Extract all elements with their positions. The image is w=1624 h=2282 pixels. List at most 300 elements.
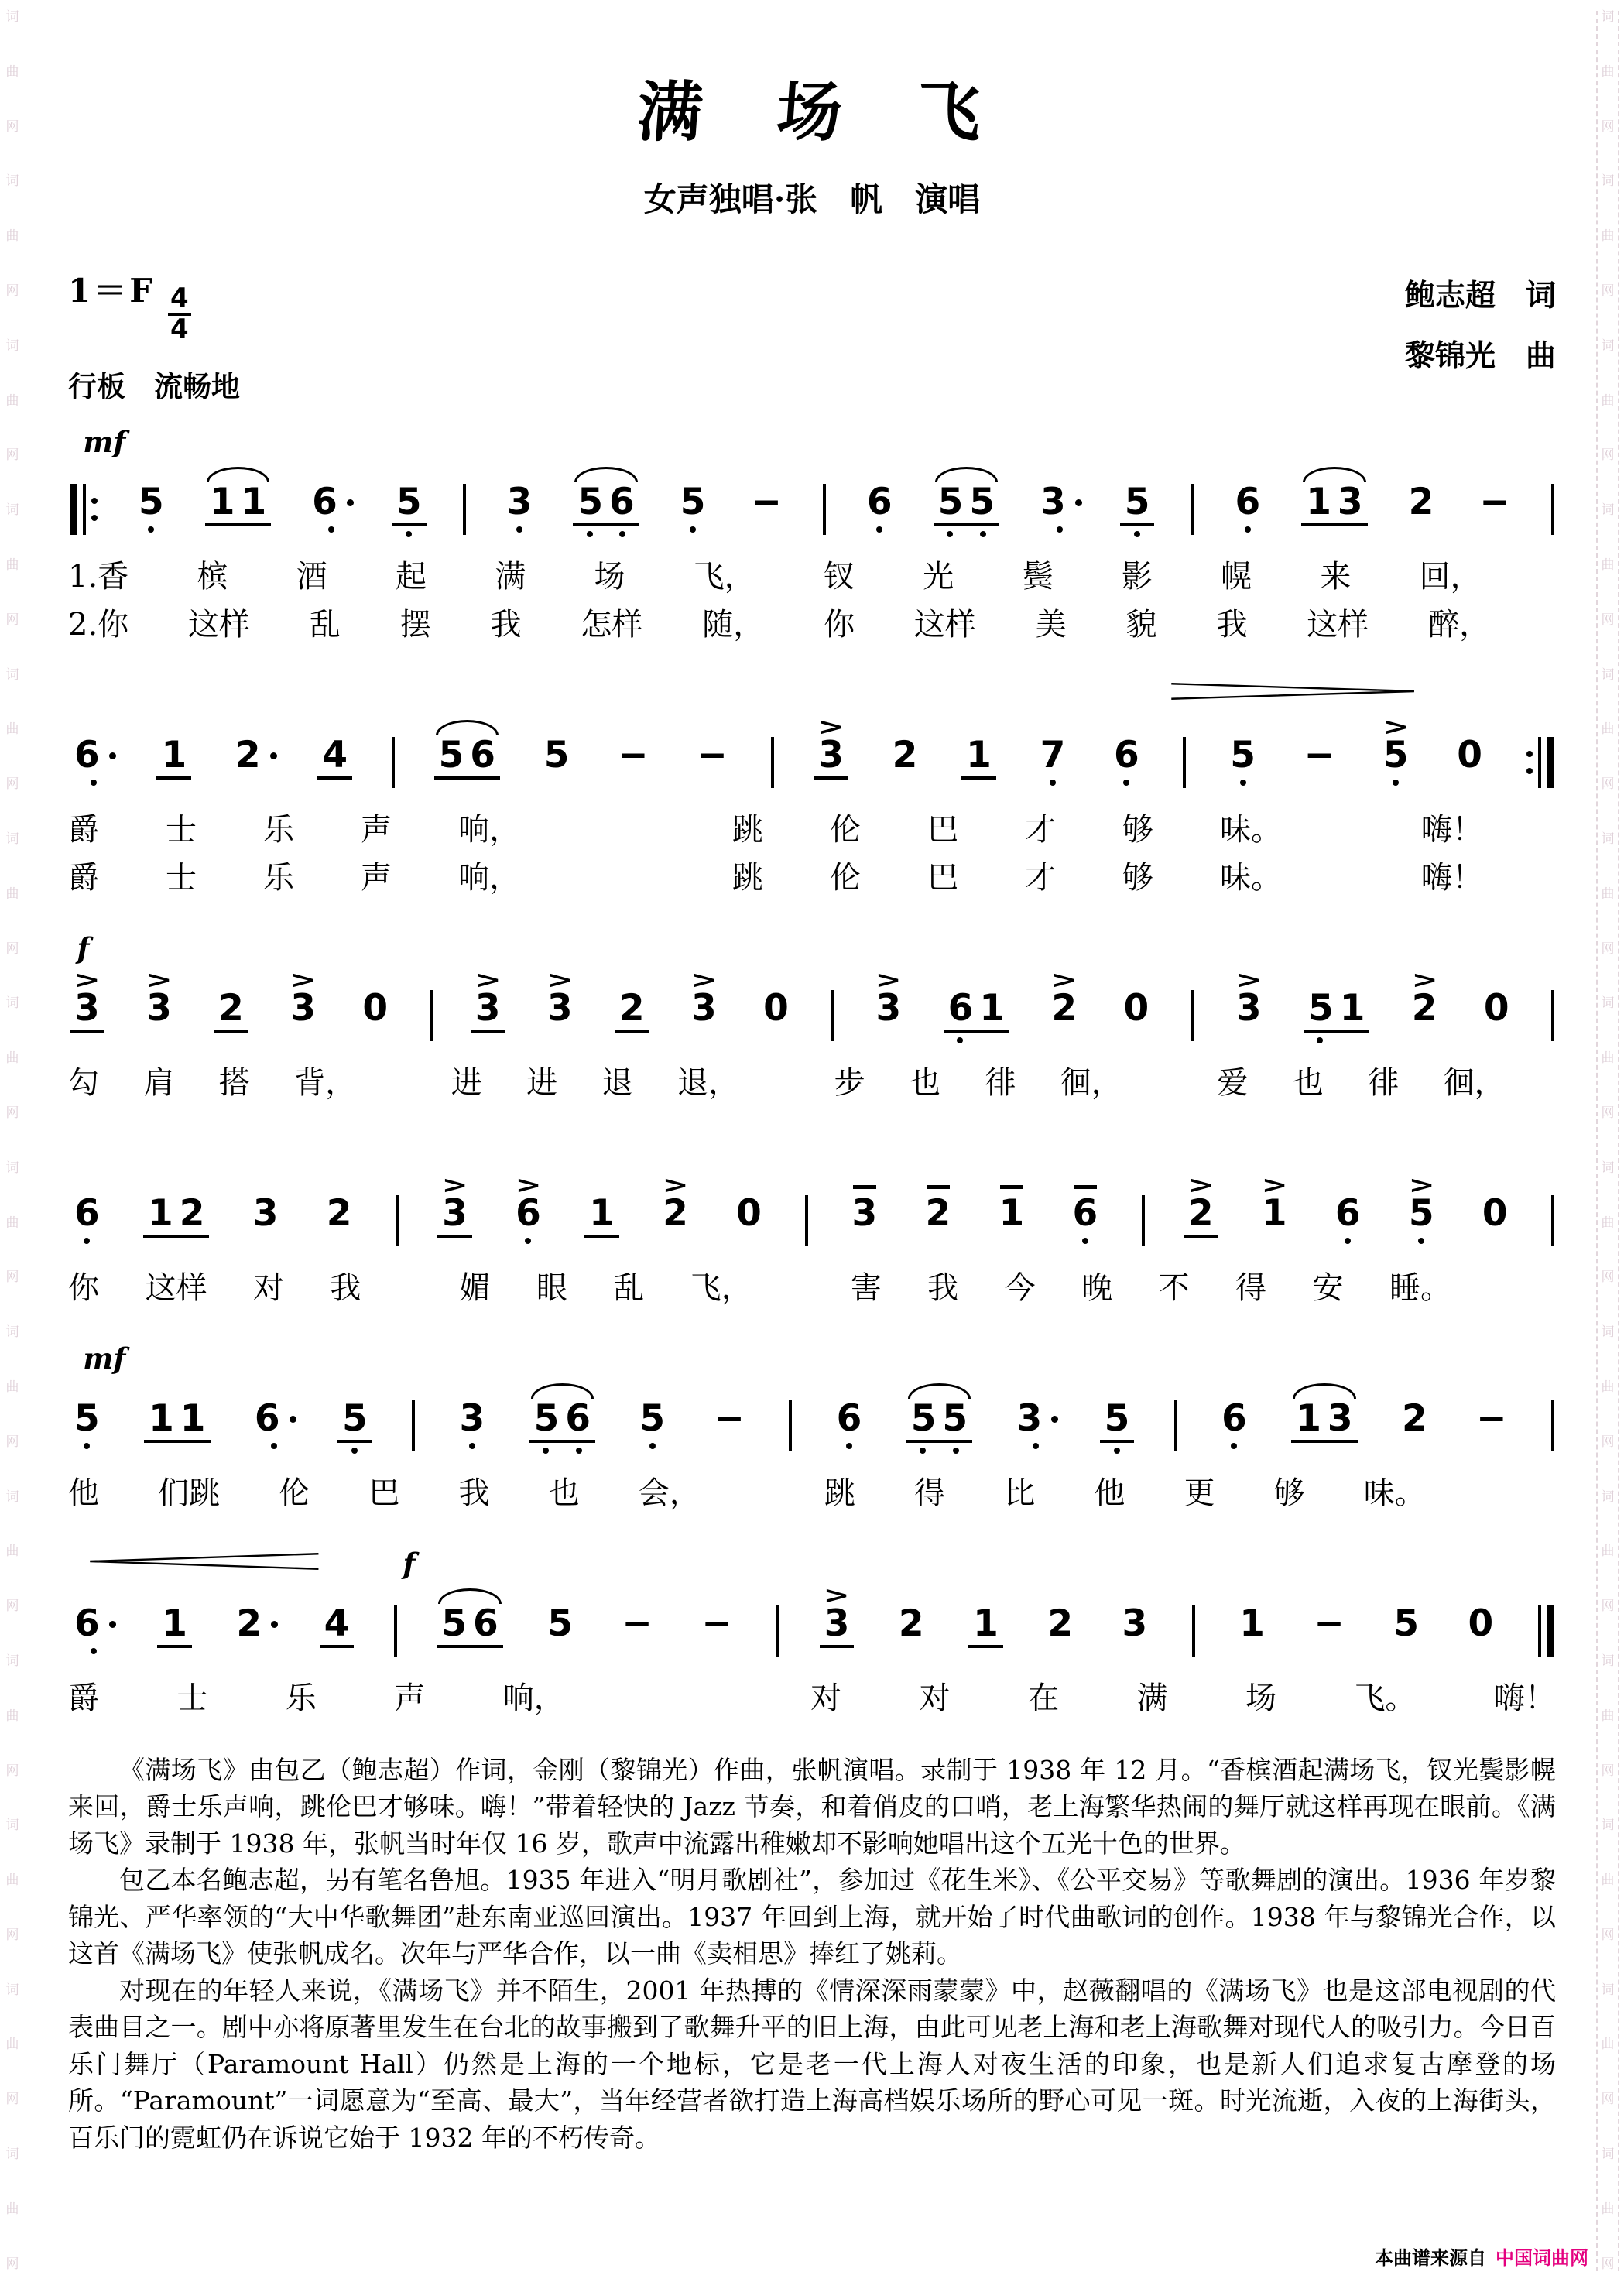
lyric-syllable: 幌 (1221, 559, 1252, 595)
note (214, 964, 248, 1054)
bar-thick (1547, 1605, 1554, 1657)
bar-thick (1547, 737, 1554, 788)
note-digits (434, 734, 500, 780)
note (1120, 457, 1155, 548)
octave-dot-row (1404, 1233, 1439, 1255)
lyric-syllable: 我 (330, 1269, 361, 1306)
lyric-syllable (1167, 1064, 1173, 1102)
note-digits (307, 481, 355, 524)
octave-dot-row (70, 1233, 104, 1255)
note-digit: 3 (818, 734, 844, 777)
octave-dot-row (1257, 1233, 1292, 1255)
note-digits (1301, 481, 1367, 526)
lyric-syllable: 更 (1184, 1475, 1215, 1511)
octave-dot-row (573, 526, 639, 548)
watermark-char: 网 (5, 612, 19, 628)
lyric-syllable: 爵 (68, 1680, 99, 1716)
low-octave-dot (1240, 780, 1246, 786)
lyric-syllable: 怎样 (581, 607, 643, 643)
note-digit: 3 (1337, 481, 1363, 524)
bar-line (1551, 1400, 1554, 1451)
watermark-char: 网 (1601, 1269, 1615, 1286)
lyric-syllable: 对 (919, 1680, 951, 1716)
lyric-syllable: 伦 (279, 1475, 310, 1511)
note-digit: 5 (533, 1396, 560, 1440)
octave-dot-row (1478, 1233, 1513, 1255)
note-digit: 3 (475, 987, 501, 1030)
note-digit: 2 (1187, 1192, 1214, 1235)
note-digit: 5 (577, 481, 604, 524)
source-site-link[interactable]: 中国词曲网 (1496, 2247, 1588, 2269)
note-digit: 3 (252, 1192, 279, 1235)
note-digits (1291, 1396, 1357, 1443)
lyric-syllable: 钗 (824, 559, 855, 595)
note-digits (286, 987, 320, 1030)
accent-mark (1408, 1169, 1435, 1199)
source-footer (1375, 2243, 1588, 2270)
octave-dot-row (617, 1643, 656, 1665)
slur-arc (908, 1383, 971, 1399)
watermark-char: 曲 (1601, 557, 1615, 573)
note-digits (320, 1602, 355, 1648)
octave-dot-slot (1486, 1443, 1497, 1460)
octave-dot-row (1120, 526, 1155, 548)
octave-dot-row (961, 780, 996, 801)
note-digits (814, 734, 848, 780)
lyric-syllable: 爵 (68, 812, 99, 848)
dotted-note-dot (109, 1621, 116, 1628)
note-digits (894, 1602, 929, 1645)
note-digit: 5 (396, 481, 422, 524)
note-digit: 5 (937, 481, 964, 524)
bar-line (1191, 484, 1194, 535)
octave-dot-slot (216, 531, 227, 548)
bar-thin (823, 484, 826, 535)
accent-icon: > (690, 967, 718, 995)
note-digit: 3 (875, 987, 902, 1030)
octave-dot-row (1331, 1233, 1365, 1255)
octave-dot-slot (81, 1037, 92, 1054)
octave-dot-slot (1416, 1238, 1427, 1255)
low-octave-dot (1245, 526, 1251, 533)
note (1232, 964, 1266, 1050)
octave-dot-row (613, 775, 653, 797)
octave-dot-slot (187, 1242, 198, 1259)
watermark-char: 词 (1601, 1982, 1615, 1998)
note (70, 964, 104, 1054)
source-label: 本曲谱来源自 (1375, 2247, 1486, 2269)
octave-dot-row (635, 1438, 670, 1460)
watermark-char: 词 (1601, 502, 1615, 519)
note-digit: 1 (589, 1192, 615, 1235)
bar-thin (789, 1400, 792, 1451)
octave-dot-slot (906, 1648, 916, 1665)
watermark-char: 网 (5, 1269, 19, 1286)
slur-arc (1303, 467, 1365, 482)
low-octave-dot (469, 1443, 475, 1449)
note-digit: 1 (148, 1192, 173, 1235)
note-digits (1304, 987, 1369, 1033)
lyric-syllable: 鬓 (1022, 559, 1054, 595)
note-digit: − (622, 1602, 653, 1645)
note (337, 1374, 372, 1465)
octave-dot-row (709, 1438, 749, 1460)
note (1036, 457, 1084, 543)
octave-dot-row (286, 1028, 320, 1050)
octave-dot-row (1232, 1028, 1266, 1050)
lyric-syllable: 不 (1158, 1269, 1190, 1306)
bar-thin (463, 484, 466, 535)
accent-icon: > (875, 967, 902, 995)
accent-icon: > (74, 967, 101, 995)
note-digits (1479, 987, 1514, 1030)
octave-dot-slot (514, 526, 525, 543)
bar-thin (412, 1400, 415, 1451)
score-meta (68, 266, 1556, 405)
octave-dot-slot (859, 1238, 870, 1255)
notes-row (68, 678, 1556, 801)
lyric-syllable: 乱 (613, 1269, 645, 1306)
bar-thin (1551, 1400, 1554, 1451)
bar-line (1142, 1195, 1145, 1246)
note-digits (862, 481, 897, 524)
low-octave-dot (1123, 780, 1129, 786)
note-digits (231, 1602, 279, 1645)
octave-dot-slot (670, 1238, 680, 1255)
accent-icon: > (441, 1172, 468, 1199)
bar-thin (394, 1605, 397, 1657)
octave-dot-slot (883, 1033, 894, 1050)
note (250, 1374, 298, 1460)
note (358, 964, 392, 1050)
note-digit: 6 (836, 1396, 862, 1440)
lyric-syllable: 搭 (218, 1065, 250, 1101)
note-digit: 3 (851, 1192, 878, 1235)
note-digits (144, 1396, 210, 1443)
bar-line (70, 484, 98, 535)
octave-dot-slot (899, 780, 910, 797)
octave-dot-row (502, 522, 537, 543)
note-digit: 3 (1040, 481, 1066, 524)
note-digits (1047, 987, 1081, 1030)
note-digit: 5 (1393, 1602, 1420, 1645)
bar-line (392, 737, 395, 788)
note-digit: − (1314, 1602, 1345, 1645)
octave-dot-row (543, 1643, 577, 1665)
note-digit: 5 (969, 481, 995, 524)
note-digit: 6 (74, 1192, 100, 1235)
octave-dot-row (1472, 1438, 1511, 1460)
lyric-syllable: 比 (1004, 1475, 1036, 1511)
lyric-syllable: 味。 (1220, 812, 1282, 848)
note (1012, 1374, 1060, 1460)
note-digit: 6 (1221, 1396, 1247, 1440)
note-digits (1478, 1192, 1513, 1235)
note (709, 1374, 749, 1460)
note-digit: 6 (947, 987, 974, 1030)
note-digits (471, 987, 505, 1033)
lyric-syllable (400, 1064, 406, 1102)
octave-dot-row (1464, 1643, 1499, 1665)
note-digit: 5 (1408, 1192, 1434, 1235)
note-digits (906, 1396, 972, 1443)
watermark-char: 词 (1601, 1818, 1615, 1834)
octave-dot-slot (1314, 780, 1324, 797)
low-octave-dot (957, 1037, 963, 1043)
note-digits (250, 1396, 298, 1440)
tenuto-icon (853, 1185, 876, 1189)
watermark-char: 网 (5, 2256, 19, 2272)
lyric-syllable: 爱 (1217, 1065, 1249, 1101)
note-digit: 5 (639, 1396, 666, 1440)
notes-row (68, 931, 1556, 1054)
note (995, 1169, 1030, 1255)
lyric-syllable: 害 (850, 1269, 882, 1306)
octave-dot-row (906, 1443, 972, 1465)
octave-dot-slot (298, 1033, 309, 1050)
lyric-syllable: 他 (68, 1475, 99, 1511)
octave-dot-slot (933, 1238, 944, 1255)
octave-dot-row (1184, 1238, 1218, 1259)
note (437, 1579, 502, 1670)
lyrics-row (68, 1679, 1556, 1718)
note (529, 1374, 595, 1465)
note (759, 964, 793, 1050)
bar-thin (1191, 484, 1194, 535)
lyric-syllable: 会， (638, 1475, 701, 1511)
octave-dot-row (134, 522, 169, 543)
low-octave-dot (953, 1448, 959, 1454)
low-octave-dot (1082, 1238, 1088, 1244)
note (1119, 964, 1153, 1050)
octave-dot-row (248, 1233, 283, 1255)
watermark-char: 词 (5, 995, 19, 1012)
accent-icon: > (1382, 714, 1410, 742)
lyric-syllable (1550, 858, 1556, 897)
octave-dot-row (454, 1438, 489, 1460)
lyric-syllable: 得 (1235, 1269, 1267, 1306)
lyric-syllable (407, 1269, 413, 1307)
octave-dot-row (968, 1648, 1003, 1670)
watermark-char: 词 (5, 1160, 19, 1176)
watermark-char: 曲 (1601, 228, 1615, 245)
octave-dot-row (687, 1028, 721, 1050)
note (1407, 964, 1442, 1050)
octave-dot-slot (1303, 1448, 1314, 1465)
notes-row (68, 1136, 1556, 1259)
note-digits (1184, 1192, 1218, 1238)
note-digits (322, 1192, 357, 1235)
score-line (68, 1341, 1556, 1513)
octave-dot-slot (1059, 1033, 1070, 1050)
lyric-syllable: 跳 (732, 860, 763, 896)
tenuto-icon (927, 1185, 950, 1189)
lyric-syllable (1550, 1064, 1556, 1102)
octave-dot-row (70, 1643, 118, 1665)
note-digits (156, 734, 191, 780)
note-digit: 3 (1235, 987, 1262, 1030)
octave-dot-row (862, 522, 897, 543)
note (1235, 1579, 1269, 1665)
lyric-syllable: 对 (252, 1269, 284, 1306)
watermark-char: 曲 (1601, 2037, 1615, 2053)
repeat-dot (1526, 751, 1533, 757)
dynamic-marking: mf (83, 425, 126, 460)
octave-dot-slot (1121, 780, 1132, 797)
note (1404, 457, 1439, 543)
dotted-note-dot (109, 752, 116, 759)
lyric-syllable: 士 (176, 1680, 208, 1716)
note (205, 457, 271, 548)
note-digit: 0 (1123, 987, 1149, 1030)
low-octave-dot (1050, 780, 1056, 786)
note-digit: − (697, 734, 728, 777)
octave-dot-slot (153, 1033, 164, 1050)
accent-mark (875, 964, 902, 995)
bar-thin (1538, 737, 1541, 788)
lyric-syllable: 来 (1320, 559, 1352, 595)
note-digits (676, 481, 711, 524)
lyric-syllable: 进 (451, 1065, 482, 1101)
accent-mark (817, 711, 845, 742)
octave-dot-row (337, 1443, 372, 1465)
lyric-syllable: 嗨！ (1421, 860, 1483, 896)
note-digit: 1 (1261, 1192, 1287, 1235)
octave-dot-slot (1269, 1238, 1280, 1255)
octave-dot-row (1217, 1438, 1252, 1460)
low-octave-dot (543, 1448, 549, 1454)
octave-dot-row (320, 1648, 355, 1670)
note-digits (70, 1602, 118, 1645)
note-digit: 0 (1482, 1192, 1508, 1235)
watermark-char: 网 (1601, 1105, 1615, 1121)
note-digit: 2 (1051, 987, 1078, 1030)
note-digits (231, 734, 279, 777)
low-octave-dot (619, 531, 625, 537)
watermark-char: 网 (5, 1105, 19, 1121)
note (143, 1169, 209, 1259)
lyric-syllable: 巴 (927, 812, 958, 848)
note (1047, 964, 1081, 1050)
watermark-char: 网 (1601, 283, 1615, 299)
note (934, 457, 999, 548)
low-octave-dot (351, 1448, 358, 1454)
note (832, 1374, 867, 1460)
bar-thin (1551, 990, 1554, 1041)
accent-icon: > (475, 967, 502, 995)
note-digit: 2 (236, 1602, 262, 1645)
octave-dot-slot (826, 784, 837, 801)
note-digits (615, 987, 649, 1033)
lyric-syllable: 才 (1025, 812, 1056, 848)
octave-dot-row (540, 775, 574, 797)
note (1389, 1579, 1424, 1665)
lyric-syllable: 今 (1004, 1269, 1036, 1306)
note-digit: − (751, 481, 782, 524)
tenuto-icon (1074, 1185, 1097, 1189)
note (70, 1579, 118, 1665)
note-digit: − (1479, 481, 1510, 524)
watermark-char: 词 (1601, 666, 1615, 683)
note-digit: 3 (146, 987, 172, 1030)
octave-dot-slot (1132, 531, 1143, 548)
lyric-syllable: 随， (702, 607, 765, 643)
accent-mark (662, 1169, 689, 1199)
slur-arc (935, 467, 998, 482)
watermark-char: 词 (5, 502, 19, 519)
lyric-syllable: 对 (810, 1680, 842, 1716)
note-digit: 5 (74, 1396, 100, 1440)
watermark-char: 网 (1601, 612, 1615, 628)
note-digits (1472, 1396, 1511, 1440)
octave-dot-row (1119, 1028, 1153, 1050)
low-octave-dot (84, 1238, 90, 1244)
watermark-char: 网 (5, 118, 19, 135)
note (613, 711, 653, 797)
note (156, 711, 191, 801)
note-digits (1309, 1602, 1348, 1645)
bar-thin (392, 737, 395, 788)
lyric-syllable: 这样 (1307, 607, 1369, 643)
bar-line (394, 1605, 397, 1657)
note (847, 1169, 882, 1255)
lyric-syllable: 他 (1094, 1475, 1125, 1511)
note (511, 1169, 546, 1255)
lyric-syllable: 安 (1312, 1269, 1344, 1306)
lyric-syllable: 声 (361, 860, 392, 896)
octave-dot-row (1068, 1233, 1103, 1255)
octave-dot-slot (1112, 1448, 1122, 1465)
watermark-char: 曲 (5, 1544, 19, 1560)
note-digit: 6 (866, 481, 893, 524)
note-digits (358, 987, 392, 1030)
note-digit: 6 (1235, 481, 1261, 524)
note-digits (248, 1192, 283, 1235)
note-digit: 0 (362, 987, 389, 1030)
note-digit: 1 (1296, 1396, 1321, 1440)
lyric-syllable: 得 (914, 1475, 946, 1511)
notes-row (68, 1547, 1556, 1670)
lyric-syllable: 退 (601, 1065, 633, 1101)
octave-dot-row (746, 522, 786, 543)
watermark-char: 曲 (1601, 1873, 1615, 1889)
note (1230, 457, 1265, 543)
dotted-note-dot (290, 1416, 296, 1423)
note (584, 1169, 619, 1259)
lyric-syllable: 士 (166, 812, 197, 848)
note-digit: 6 (1072, 1192, 1098, 1235)
low-octave-dot (1345, 1238, 1351, 1244)
watermark-char: 词 (5, 1818, 19, 1834)
note-digits (995, 1192, 1030, 1235)
octave-dot-row (1397, 1438, 1432, 1460)
octave-dot-row (995, 1233, 1030, 1255)
octave-dot-slot (978, 531, 988, 548)
note-digit: 1 (209, 481, 235, 524)
note (307, 457, 355, 543)
watermark-char: 词 (1601, 338, 1615, 354)
watermark-char: 曲 (5, 886, 19, 902)
octave-dot-slot (448, 1653, 459, 1670)
lyric-syllable (1485, 1474, 1491, 1513)
note (894, 1579, 929, 1665)
score-line (68, 931, 1556, 1102)
notes-paragraph: 《满场飞》由包乙（鲍志超）作词，金刚（黎锦光）作曲，张帆演唱。录制于 1938 年 12 月。“香槟酒起满场飞，钗光鬓影幌来回，爵士乐声响，跳伦巴才够味。嗨！”带着轻快的 Jazz 节奏，和着俏皮的口哨，老上海繁华热闹的舞厅就这样再现在眼前。《满场飞》录制于 1938 年，张帆当时年仅 16 岁，歌声中流露出稚嫩却不影响她唱出这个五光十色的世界。 (68, 1754, 1556, 1859)
bar-line (771, 737, 774, 788)
octave-dot-slot (874, 526, 885, 543)
note-digit: 3 (1016, 1396, 1043, 1440)
low-octave-dot (920, 1448, 926, 1454)
